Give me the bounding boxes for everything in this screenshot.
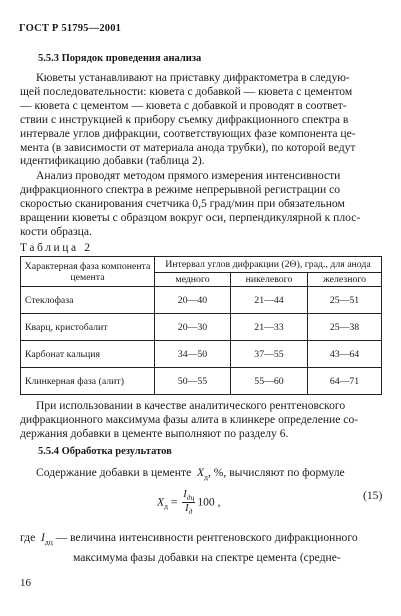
formula-15	[157, 489, 383, 517]
intro-text: Содержание добавки в цементе	[36, 466, 192, 479]
formula-legend	[20, 530, 381, 566]
formula-tail: 100 ,	[197, 495, 221, 509]
table-cell-value: 25—38	[308, 314, 382, 341]
table-cell-value: 34—50	[155, 341, 231, 368]
paragraph-cuvette-procedure	[20, 71, 381, 168]
table-cell-phase: Стеклофаза	[21, 287, 155, 314]
text-line: кости образца.	[20, 224, 92, 238]
text-line: дифракционного спектра в режиме непрерывной регистрации со	[20, 182, 341, 196]
table-caption: Таблица 2	[20, 242, 93, 254]
table-cell-value: 55—60	[231, 368, 308, 395]
text-line: — кювета с цементом — кювета с добавкой и проводят в соответ-	[20, 98, 347, 112]
legend-line	[20, 530, 381, 550]
table-cell-phase: Клинкерная фаза (алит)	[21, 368, 155, 395]
section-heading-5-5-4: 5.5.4 Обработка результатов	[38, 446, 172, 457]
denominator-symbol: I	[185, 503, 189, 515]
table-cell-value: 20—40	[155, 287, 231, 314]
table-cell-value: 20—30	[155, 314, 231, 341]
paragraph-formula-intro	[20, 466, 381, 484]
text-line: скоростью сканирования счетчика 0,5 град/мин при обязательном	[20, 196, 345, 210]
numerator-symbol: I	[183, 489, 187, 500]
text-line: вращении кюветы с образцом вокруг оси, перпендикулярной к плос-	[20, 210, 361, 224]
table-cell-value: 43—64	[308, 341, 382, 368]
table-cell-phase: Кварц, кристобалит	[21, 314, 155, 341]
variable-x-subscript: д	[204, 472, 208, 482]
text-line: При использовании в качестве аналитического рентгеновского	[36, 399, 346, 412]
diffraction-angle-table	[20, 256, 382, 395]
table-header-copper: медного	[155, 273, 231, 287]
table-cell-value: 21—44	[231, 287, 308, 314]
denominator-subscript: д	[188, 507, 193, 517]
equation-number: (15)	[363, 489, 383, 502]
text-line: идентификацию добавки (таблица 2).	[20, 154, 205, 168]
fraction-numerator	[182, 489, 195, 503]
legend-lead: где	[20, 531, 36, 544]
text-line: интервале углов дифракции, соответствующих фазе компонента це-	[20, 126, 356, 140]
table-header-angle-interval: Интервал углов дифракции (2Θ), град., для анода	[155, 257, 382, 273]
table-row	[21, 314, 382, 341]
text-line: щей последовательности: кювета с добавкой — кювета с цементом	[20, 84, 353, 98]
table-cell-phase: Карбонат кальция	[21, 341, 155, 368]
table-cell-value: 21—33	[231, 314, 308, 341]
legend-variable-subscript: дц	[44, 537, 53, 547]
document-header: ГОСТ Р 51795—2001	[19, 23, 122, 34]
fraction	[182, 489, 195, 516]
table-header-nickel: никелевого	[231, 273, 308, 287]
numerator-subscript: дц	[186, 493, 195, 503]
table-header-phase: Характерная фаза компонента цемента	[21, 257, 155, 287]
table-row	[21, 287, 382, 314]
text-line: Кюветы устанавливают на приставку дифрактометра в следую-	[36, 71, 350, 84]
text-line: мента (в зависимости от материала анода трубки), по которой ведут	[20, 140, 356, 154]
table-cell-value: 50—55	[155, 368, 231, 395]
formula-lhs-subscript: д	[164, 501, 168, 511]
page-number: 16	[20, 577, 31, 589]
legend-line-continued: максимума фазы добавки на спектре цемента (средне-	[73, 551, 341, 565]
table-cell-value: 25—51	[308, 287, 382, 314]
text-line: Анализ проводят методом прямого измерения интенсивности	[36, 169, 341, 182]
legend-variable: I	[41, 531, 45, 544]
table-header-iron: железного	[308, 273, 382, 287]
equals-sign: =	[170, 495, 178, 509]
variable-x: X	[197, 466, 205, 479]
text-line	[20, 466, 381, 484]
table-cell-value: 64—71	[308, 368, 382, 395]
table-row	[21, 341, 382, 368]
text-line: ствии с инструкцией к прибору съемку дифракционного спектра в	[20, 112, 349, 126]
legend-text: — величина интенсивности рентгеновского дифракционного	[55, 531, 358, 544]
formula-lhs: X	[157, 495, 165, 509]
paragraph-alite-usage	[20, 399, 381, 441]
section-heading-5-5-3: 5.5.3 Порядок проведения анализа	[38, 53, 202, 64]
text-line: держания добавки в цементе выполняют по разделу 6.	[20, 426, 289, 440]
paragraph-analysis-method	[20, 169, 381, 239]
fraction-denominator	[182, 503, 195, 516]
text-line: дифракционного максимума фазы алита в клинкере определение со-	[20, 412, 359, 426]
table-row	[21, 368, 382, 395]
table-cell-value: 37—55	[231, 341, 308, 368]
intro-text-tail: , %, вычисляют по формуле	[207, 466, 345, 479]
